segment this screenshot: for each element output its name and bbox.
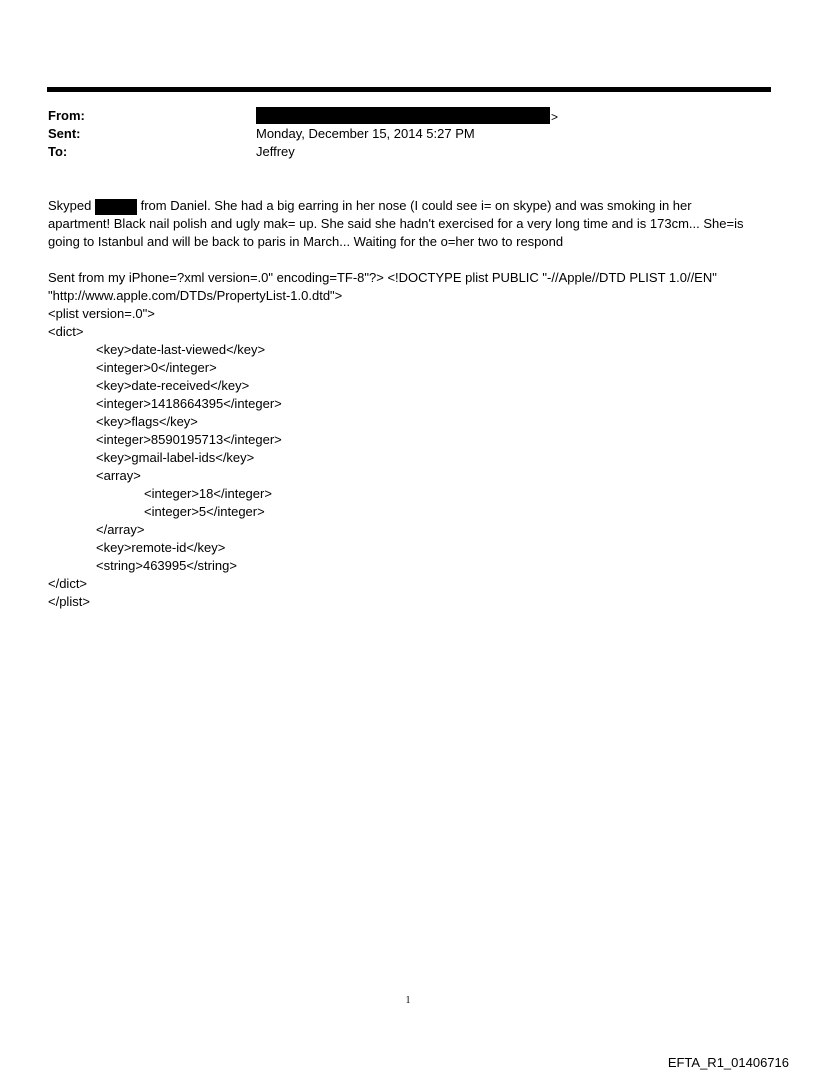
plist-entry: <integer>8590195713</integer> — [96, 432, 282, 447]
message-line-1-end: from Daniel. She had a big earring in her nose (I could see i= on skype) and was smoking in her — [136, 198, 692, 213]
plist-entry: </array> — [96, 522, 145, 537]
header-rule — [47, 87, 771, 92]
plist-entry: <integer>18</integer> — [144, 486, 272, 501]
message-line-1 — [48, 197, 778, 215]
plist-entry: <key>gmail-label-ids</key> — [96, 450, 255, 465]
plist-entry: <key>date-last-viewed</key> — [96, 342, 266, 357]
dict-open-line: <dict> — [48, 324, 84, 339]
from-redaction — [256, 107, 550, 124]
signature-line: Sent from my iPhone=?xml version=.0" encoding=TF-8"?> <!DOCTYPE plist PUBLIC "-//Apple//DTD PLIST 1.0//EN" — [48, 270, 717, 285]
plist-close-line: </plist> — [48, 594, 90, 609]
dict-close-line: </dict> — [48, 576, 88, 591]
message-line-3: going to Istanbul and will be back to paris in March... Waiting for the o=her two to respond — [48, 234, 564, 249]
plist-entry: <key>date-received</key> — [96, 378, 250, 393]
plist-entry: <key>remote-id</key> — [96, 540, 226, 555]
from-suffix: > — [551, 110, 559, 124]
sent-label: Sent: — [48, 126, 81, 141]
to-label: To: — [48, 144, 68, 159]
page-number: 1 — [405, 995, 411, 1006]
plist-entry: <integer>1418664395</integer> — [96, 396, 282, 411]
doctype-url-line: "http://www.apple.com/DTDs/PropertyList-1.0.dtd"> — [48, 288, 343, 303]
plist-open-line: <plist version=.0"> — [48, 306, 155, 321]
message-body — [48, 197, 778, 251]
plist-entry: <key>flags</key> — [96, 414, 198, 429]
plist-entry: <string>463995</string> — [96, 558, 237, 573]
document-id: EFTA_R1_01406716 — [667, 1055, 789, 1070]
message-line-2: apartment! Black nail polish and ugly mak= up. She said she hadn't exercised for a very long time and is 173cm... She=is — [48, 216, 744, 231]
message-line-1-start: Skyped — [48, 198, 95, 213]
from-label: From: — [48, 108, 85, 123]
plist-entry: <integer>0</integer> — [96, 360, 217, 375]
plist-entry: <integer>5</integer> — [144, 504, 265, 519]
plist-block — [48, 269, 778, 611]
name-redaction — [95, 199, 137, 215]
plist-entry: <array> — [96, 468, 141, 483]
to-value: Jeffrey — [256, 144, 295, 159]
sent-value: Monday, December 15, 2014 5:27 PM — [256, 126, 475, 141]
